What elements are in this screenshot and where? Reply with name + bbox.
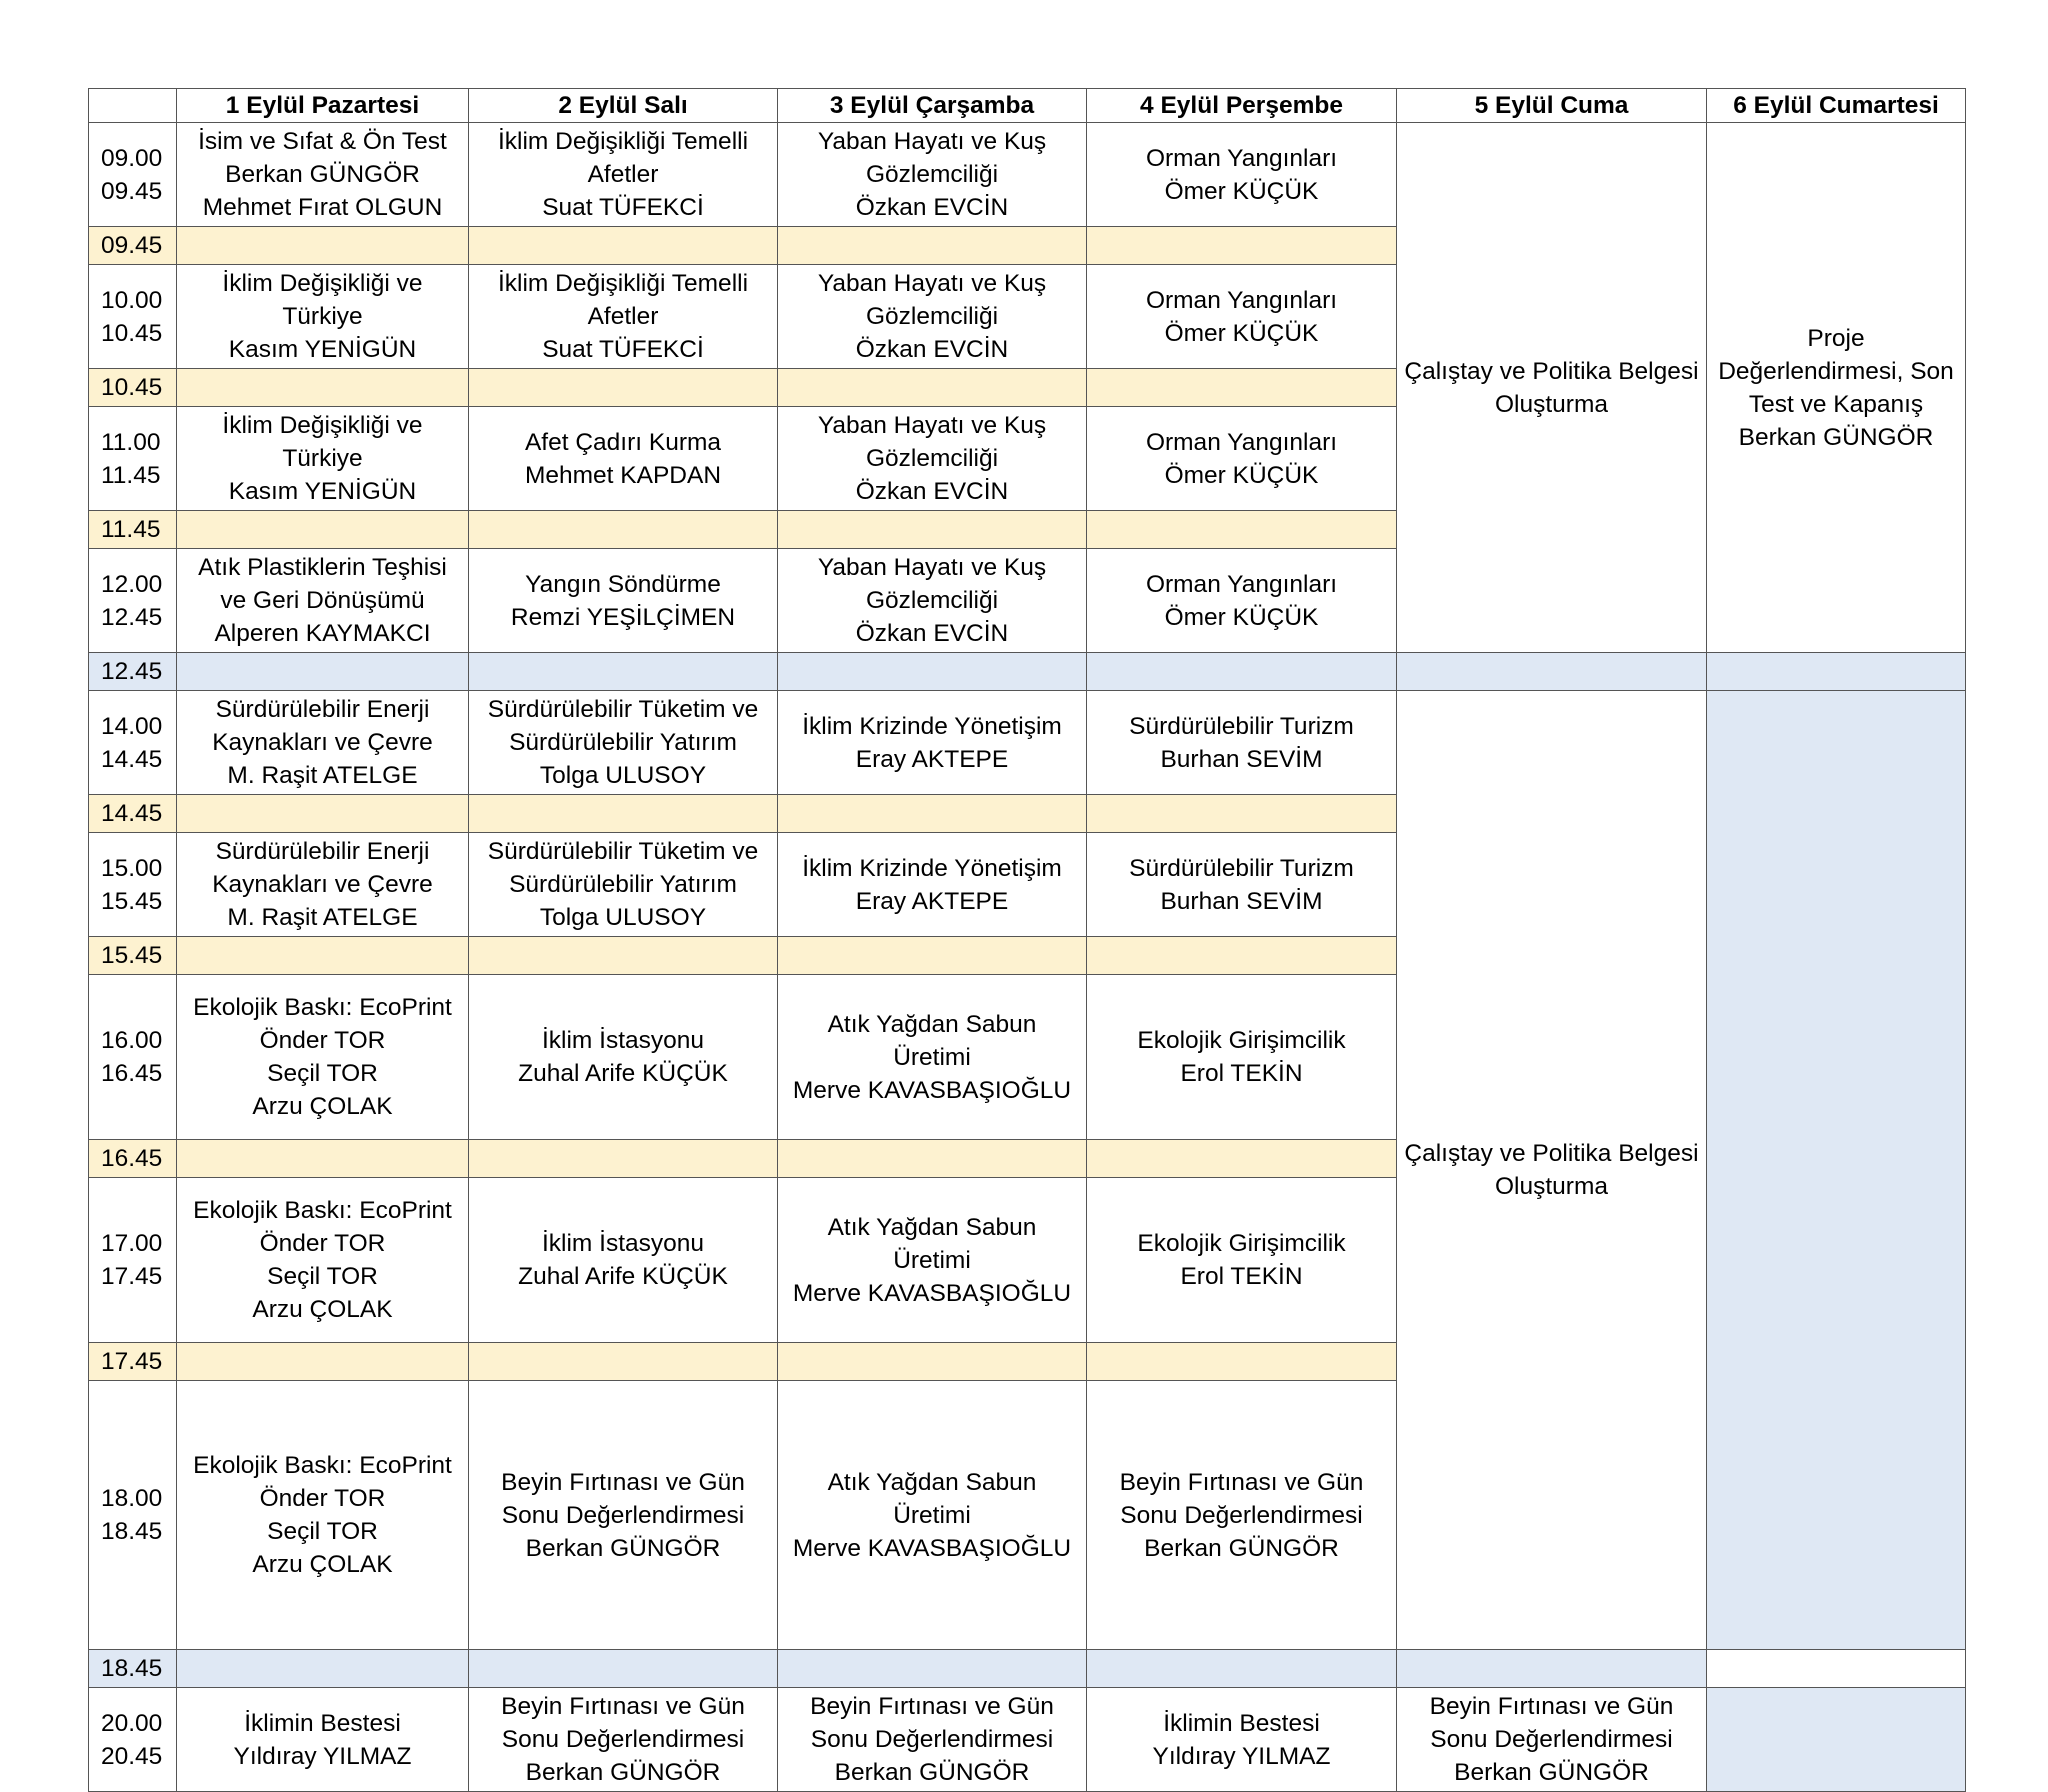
header-row	[89, 89, 1966, 123]
session-cell: İklimin Bestesi Yıldıray YILMAZ	[177, 1688, 469, 1792]
break-cell	[1397, 1650, 1707, 1688]
break-cell	[177, 1650, 469, 1688]
session-cell: Ekolojik Baskı: EcoPrint Önder TOR Seçil TOR Arzu ÇOLAK	[177, 1178, 469, 1343]
time-slot: 18.00 18.45	[89, 1381, 177, 1650]
break-cell	[1087, 1343, 1397, 1381]
break-cell	[1087, 1140, 1397, 1178]
session-cell: Sürdürülebilir Tüketim ve Sürdürülebilir Yatırım Tolga ULUSOY	[469, 691, 778, 795]
break-cell	[1397, 653, 1707, 691]
break-cell	[1707, 653, 1966, 691]
break-cell	[778, 937, 1087, 975]
time-slot: 17.00 17.45	[89, 1178, 177, 1343]
break-cell	[1087, 369, 1397, 407]
header-thursday: 4 Eylül Perşembe	[1087, 89, 1397, 123]
session-cell: İsim ve Sıfat & Ön Test Berkan GÜNGÖR Mehmet Fırat OLGUN	[177, 123, 469, 227]
session-cell: Ekolojik Girişimcilik Erol TEKİN	[1087, 975, 1397, 1140]
header-monday: 1 Eylül Pazartesi	[177, 89, 469, 123]
time-slot: 10.00 10.45	[89, 265, 177, 369]
session-cell: Sürdürülebilir Turizm Burhan SEVİM	[1087, 691, 1397, 795]
break-cell	[177, 1343, 469, 1381]
session-row	[89, 1688, 1966, 1792]
session-cell: İklim İstasyonu Zuhal Arife KÜÇÜK	[469, 1178, 778, 1343]
time-slot: 16.00 16.45	[89, 975, 177, 1140]
break-time: 10.45	[89, 369, 177, 407]
saturday-night-empty	[1707, 1688, 1966, 1792]
session-cell: Orman Yangınları Ömer KÜÇÜK	[1087, 123, 1397, 227]
session-cell: Yaban Hayatı ve Kuş Gözlemciliği Özkan EVCİN	[778, 407, 1087, 511]
time-slot: 11.00 11.45	[89, 407, 177, 511]
break-cell	[469, 795, 778, 833]
session-cell: Beyin Fırtınası ve Gün Sonu Değerlendirmesi Berkan GÜNGÖR	[1397, 1688, 1707, 1792]
break-cell	[469, 369, 778, 407]
session-cell: Afet Çadırı Kurma Mehmet KAPDAN	[469, 407, 778, 511]
lunch-break-row	[89, 653, 1966, 691]
session-cell: Sürdürülebilir Enerji Kaynakları ve Çevre M. Raşit ATELGE	[177, 833, 469, 937]
session-cell: Sürdürülebilir Tüketim ve Sürdürülebilir Yatırım Tolga ULUSOY	[469, 833, 778, 937]
session-cell: İklim Değişikliği ve Türkiye Kasım YENİGÜN	[177, 407, 469, 511]
session-cell: Orman Yangınları Ömer KÜÇÜK	[1087, 549, 1397, 653]
break-cell	[469, 1140, 778, 1178]
break-time: 14.45	[89, 795, 177, 833]
session-cell: İklim İstasyonu Zuhal Arife KÜÇÜK	[469, 975, 778, 1140]
header-corner	[89, 89, 177, 123]
session-cell: Orman Yangınları Ömer KÜÇÜK	[1087, 407, 1397, 511]
break-cell	[778, 1140, 1087, 1178]
break-cell	[177, 1140, 469, 1178]
break-cell	[778, 1343, 1087, 1381]
break-time: 16.45	[89, 1140, 177, 1178]
session-cell: Yangın Söndürme Remzi YEŞİLÇİMEN	[469, 549, 778, 653]
saturday-closing-session: Proje Değerlendirmesi, Son Test ve Kapanış Berkan GÜNGÖR	[1707, 123, 1966, 653]
saturday-afternoon-empty	[1707, 691, 1966, 1650]
session-cell: Atık Plastiklerin Teşhisi ve Geri Dönüşümü Alperen KAYMAKCI	[177, 549, 469, 653]
session-cell: Ekolojik Girişimcilik Erol TEKİN	[1087, 1178, 1397, 1343]
break-cell	[177, 653, 469, 691]
session-row	[89, 123, 1966, 227]
break-cell	[469, 511, 778, 549]
schedule-table	[88, 88, 1966, 1792]
break-cell	[177, 795, 469, 833]
break-cell	[778, 369, 1087, 407]
session-cell: Beyin Fırtınası ve Gün Sonu Değerlendirmesi Berkan GÜNGÖR	[469, 1688, 778, 1792]
session-cell: İklimin Bestesi Yıldıray YILMAZ	[1087, 1688, 1397, 1792]
session-cell: Atık Yağdan Sabun Üretimi Merve KAVASBAŞIOĞLU	[778, 975, 1087, 1140]
session-cell: Atık Yağdan Sabun Üretimi Merve KAVASBAŞIOĞLU	[778, 1178, 1087, 1343]
break-cell	[469, 1650, 778, 1688]
time-slot: 20.00 20.45	[89, 1688, 177, 1792]
break-cell	[177, 511, 469, 549]
time-slot: 14.00 14.45	[89, 691, 177, 795]
time-slot: 12.00 12.45	[89, 549, 177, 653]
break-time: 15.45	[89, 937, 177, 975]
break-cell	[778, 511, 1087, 549]
session-cell: Atık Yağdan Sabun Üretimi Merve KAVASBAŞIOĞLU	[778, 1381, 1087, 1650]
session-cell: Yaban Hayatı ve Kuş Gözlemciliği Özkan EVCİN	[778, 123, 1087, 227]
break-cell	[177, 227, 469, 265]
session-cell: Orman Yangınları Ömer KÜÇÜK	[1087, 265, 1397, 369]
break-cell	[469, 1343, 778, 1381]
session-cell: İklim Değişikliği Temelli Afetler Suat TÜFEKCİ	[469, 265, 778, 369]
session-cell: İklim Değişikliği Temelli Afetler Suat TÜFEKCİ	[469, 123, 778, 227]
header-saturday: 6 Eylül Cumartesi	[1707, 89, 1966, 123]
session-cell: Yaban Hayatı ve Kuş Gözlemciliği Özkan EVCİN	[778, 549, 1087, 653]
break-cell	[469, 937, 778, 975]
break-time: 18.45	[89, 1650, 177, 1688]
break-cell	[1087, 227, 1397, 265]
session-cell: Ekolojik Baskı: EcoPrint Önder TOR Seçil TOR Arzu ÇOLAK	[177, 1381, 469, 1650]
header-friday: 5 Eylül Cuma	[1397, 89, 1707, 123]
friday-afternoon-workshop: Çalıştay ve Politika Belgesi Oluşturma	[1397, 691, 1707, 1650]
break-cell	[1087, 653, 1397, 691]
session-row	[89, 691, 1966, 795]
break-time: 12.45	[89, 653, 177, 691]
break-cell	[778, 1650, 1087, 1688]
break-cell	[1087, 1650, 1397, 1688]
session-cell: İklim Krizinde Yönetişim Eray AKTEPE	[778, 833, 1087, 937]
session-cell: Beyin Fırtınası ve Gün Sonu Değerlendirmesi Berkan GÜNGÖR	[778, 1688, 1087, 1792]
friday-morning-workshop: Çalıştay ve Politika Belgesi Oluşturma	[1397, 123, 1707, 653]
time-slot: 15.00 15.45	[89, 833, 177, 937]
session-cell: İklim Değişikliği ve Türkiye Kasım YENİGÜN	[177, 265, 469, 369]
break-cell	[177, 937, 469, 975]
break-cell	[177, 369, 469, 407]
session-cell: Ekolojik Baskı: EcoPrint Önder TOR Seçil TOR Arzu ÇOLAK	[177, 975, 469, 1140]
break-cell	[1087, 795, 1397, 833]
break-cell	[469, 227, 778, 265]
session-cell: Sürdürülebilir Turizm Burhan SEVİM	[1087, 833, 1397, 937]
session-cell: Beyin Fırtınası ve Gün Sonu Değerlendirmesi Berkan GÜNGÖR	[1087, 1381, 1397, 1650]
session-cell: İklim Krizinde Yönetişim Eray AKTEPE	[778, 691, 1087, 795]
header-wednesday: 3 Eylül Çarşamba	[778, 89, 1087, 123]
session-cell: Yaban Hayatı ve Kuş Gözlemciliği Özkan EVCİN	[778, 265, 1087, 369]
session-cell: Beyin Fırtınası ve Gün Sonu Değerlendirmesi Berkan GÜNGÖR	[469, 1381, 778, 1650]
header-tuesday: 2 Eylül Salı	[469, 89, 778, 123]
break-time: 09.45	[89, 227, 177, 265]
break-time: 11.45	[89, 511, 177, 549]
break-cell	[1087, 937, 1397, 975]
session-cell: Sürdürülebilir Enerji Kaynakları ve Çevre M. Raşit ATELGE	[177, 691, 469, 795]
break-cell	[1087, 511, 1397, 549]
dinner-break-row	[89, 1650, 1966, 1688]
break-cell	[778, 795, 1087, 833]
break-cell	[778, 653, 1087, 691]
time-slot: 09.00 09.45	[89, 123, 177, 227]
break-time: 17.45	[89, 1343, 177, 1381]
break-cell	[469, 653, 778, 691]
break-cell	[778, 227, 1087, 265]
